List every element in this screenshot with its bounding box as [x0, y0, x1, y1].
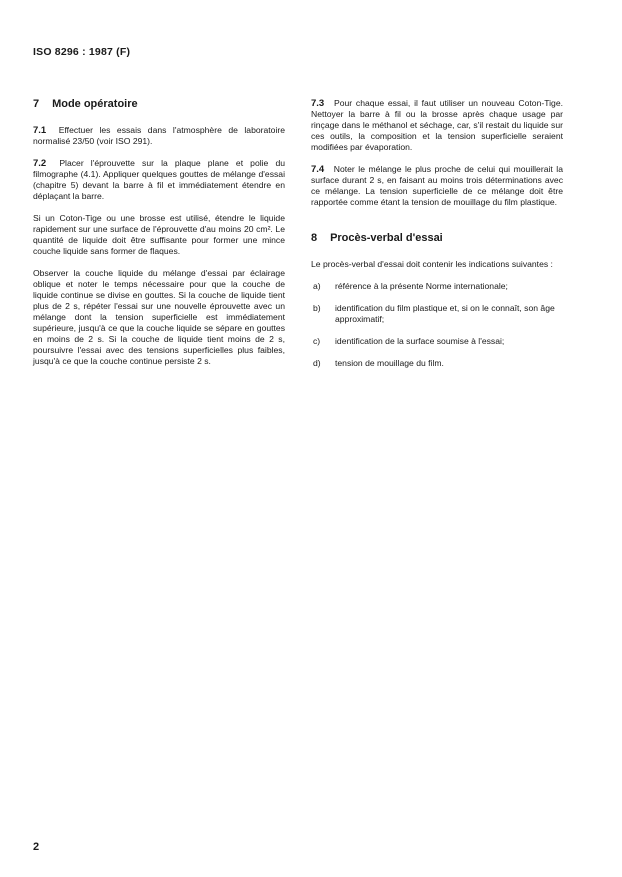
- section-8-number: 8: [311, 232, 318, 244]
- list-item-text: tension de mouillage du film.: [335, 358, 444, 368]
- right-column: [311, 98, 563, 380]
- section-8-title: [311, 232, 563, 245]
- section-7-title-text: Mode opératoire: [52, 98, 138, 110]
- report-items-list: [311, 281, 563, 369]
- list-item: [311, 303, 563, 325]
- clause-7-4-number: 7.4: [311, 164, 325, 175]
- section-7-number: 7: [33, 98, 40, 110]
- clause-7-4-text: Noter le mélange le plus proche de celui qui mouillerait la surface durant 2 s, en faisant au moins trois déterminations avec ce mélange. La tension superficielle de ce mélange doit être rapportée comme étant la tension de mouillage du film plastique.: [311, 164, 563, 207]
- clause-7-3-text: Pour chaque essai, il faut utiliser un nouveau Coton-Tige. Nettoyer la barre à fil ou la brosse après chaque usage par rinçage dans le méthanol et séchage, car, s'il restait du liquide sur ces outils, la composition et la tension superficielle seraient modifiées par évaporation.: [311, 98, 563, 152]
- clause-7-2: [33, 158, 285, 202]
- section-8-intro: Le procès-verbal d'essai doit contenir les indications suivantes :: [311, 259, 553, 269]
- list-item-text: référence à la présente Norme internationale;: [335, 281, 508, 291]
- clause-7-4: [311, 164, 563, 208]
- clause-7-2-number: 7.2: [33, 158, 47, 169]
- page-number: 2: [33, 841, 40, 853]
- clause-7-2-text: Placer l'éprouvette sur la plaque plane et polie du filmographe (4.1). Appliquer quelques gouttes de mélange d'essai (chapitre 5) devant la barre à fil et immédiatement étendre en déplaçant la barre.: [33, 158, 285, 201]
- list-item-letter: a): [313, 281, 321, 291]
- list-item-letter: b): [313, 303, 321, 313]
- list-item-letter: d): [313, 358, 321, 368]
- list-item: [311, 358, 563, 369]
- clause-7-1-number: 7.1: [33, 125, 47, 136]
- list-item-text: identification de la surface soumise à l'essai;: [335, 336, 505, 346]
- clause-7-1: [33, 125, 285, 147]
- paragraph-observation: Observer la couche liquide du mélange d'essai par éclairage oblique et noter le temps nécessaire pour que la couche de liquide continue se divise en gouttes. Si la couche de liquide tient plus de 2 s, répéter l'essai sur une nouvelle éprouvette avec un mélange dont la tension superficielle est immédiatement supérieure, jusqu'à ce que la couche liquide se sépare en gouttes en moins de 2 s. Si la couche de liquide tient moins de 2 s, poursuivre l'essai avec des tensions superficielles plus faibles, jusqu'à ce que la couche continue persiste 2 s.: [33, 268, 285, 366]
- section-8-title-text: Procès-verbal d'essai: [330, 232, 443, 244]
- section-7-title: [33, 98, 285, 111]
- clause-7-1-text: Effectuer les essais dans l'atmosphère de laboratoire normalisé 23/50 (voir ISO 291).: [33, 125, 285, 146]
- paragraph-coton-tige: Si un Coton-Tige ou une brosse est utilisé, étendre le liquide rapidement sur une surface de l'éprouvette d'au moins 20 cm². Le quantité de liquide doit être suffisante pour former une mince couche liquide sans former de flaques.: [33, 213, 285, 256]
- list-item: [311, 336, 563, 347]
- list-item-text: identification du film plastique et, si on le connaît, son âge approximatif;: [335, 303, 555, 324]
- list-item: [311, 281, 563, 292]
- left-column: [33, 98, 285, 378]
- document-header: ISO 8296 : 1987 (F): [33, 46, 131, 58]
- list-item-letter: c): [313, 336, 321, 346]
- clause-7-3: [311, 98, 563, 153]
- clause-7-3-number: 7.3: [311, 98, 325, 109]
